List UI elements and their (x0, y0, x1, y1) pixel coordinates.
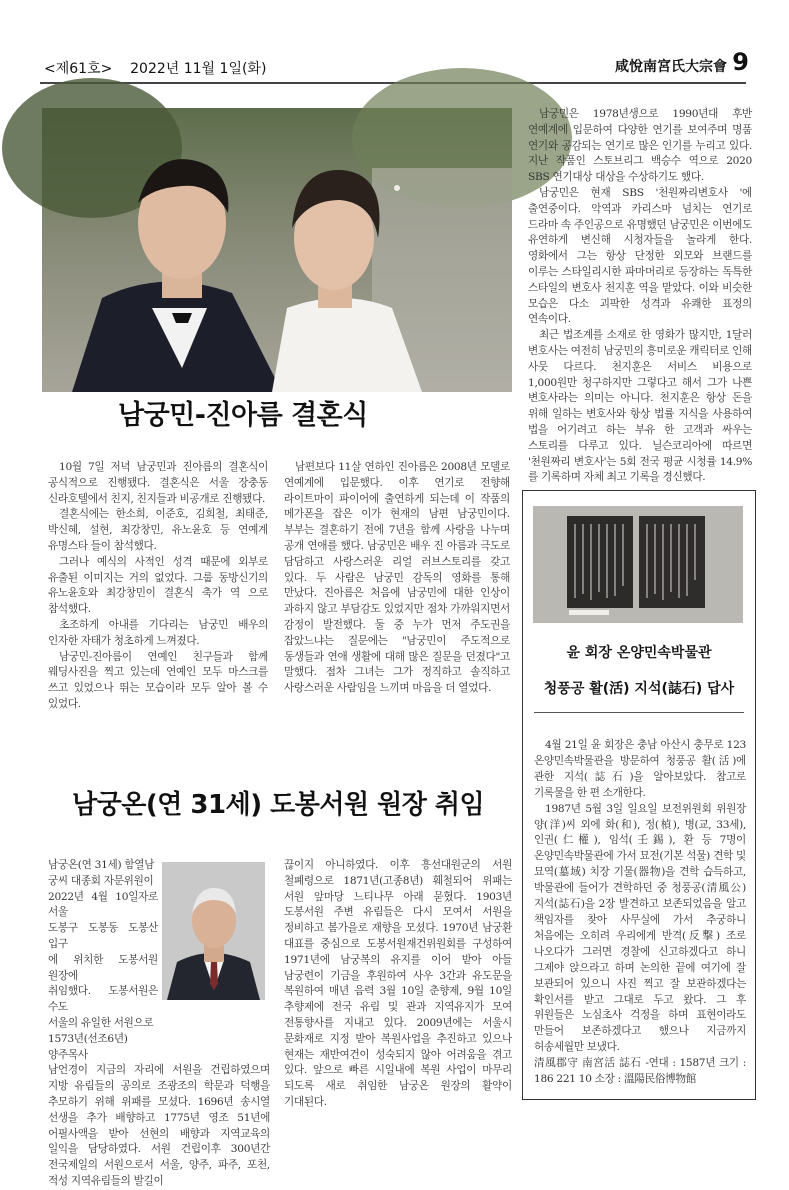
issue-date: 2022년 11월 1일(화) (130, 61, 267, 77)
dobong-article-column-2: 끊이지 아니하였다. 이후 흥선대원군의 서원 철폐령으로 1871년(고종8년) 훼철되어 위패는 서원 앞마당 느티나무 아래 묻혔다. 1903년 도봉서원 주변 유림들은 다시 모여서 서원을 정비하고 봄가을로 재향을 모셨다. 1970년 남궁환 대표를 중심으로 도봉서원재건위원회를 구성하여 1971년에 남궁복의 유지를 이어 받아 아들 남궁련이 기금을 후원하여 사우 3간과 유도문을 복원하여 매년 음력 3월 10일 춘향제, 9월 10일 추향제에 전국 유림 및 관과 지역유지가 모여 전통향사를 지내고 있다. 2009년에는 서울시 문화재로 지정 받아 복원사업을 추진하고 있으나 현재는 재반여건이 성숙되지 않아 어려움을 겪고 있다. 앞으로 빠른 시일내에 복원 사업이 마무리 되도록 새로 취임한 남궁온 원장의 활약이 기대된다. (284, 859, 512, 1108)
headline-dobong-seowon: 남궁온(연 31세) 도봉서원 원장 취임 (72, 790, 485, 820)
epitaph-stone-photo (533, 506, 743, 623)
page-number: 9 (732, 48, 749, 76)
paragraph: 10월 7일 저녁 남궁민과 진아름의 결혼식이 공식적으로 진행됐다. 결혼식은 서울 장충동 신라호텔에서 친지, 친지들과 비공개로 진행됐다. (48, 461, 268, 505)
issue-and-date (44, 58, 266, 78)
masthead: 咸悅南宮氏大宗會 (615, 59, 727, 75)
text-line: 도봉구 도봉동 도봉산 입구 (48, 922, 158, 950)
page-header (0, 0, 789, 86)
paragraph: 남편보다 11살 연하인 진아름은 2008년 모델로 연예계에 입문했다. 이후 연기로 전향해 라이트마이 파이어에 출연하게 되는데 이 작품의 메가폰을 잡은 이가 현재의 남편 남궁민이다. 부부는 결혼하기 전에 7년을 함께 사랑을 나누며 공개 연애를 했다. 남궁민은 배우 진 아름과 극도로 담담하고 사랑스러운 리얼 러브스토리를 갖고 있다. 두 사람은 남궁민 감독의 영화를 통해 만났다. 진아름은 처음에 남궁민에 대한 인상이 과하지 않고 부담감도 있었지만 점차 가까워지면서 감정이 발전했다. 둘 중 누가 먼저 주도권을 잡았느냐는 질문에는 "남궁민이 주도적으로 동생들과 연애 생활에 대해 많은 질문을 던졌다"고 말했다. 점차 그녀는 그가 정직하고 솔직하고 사랑스러운 사람임을 느끼며 마음을 더 열었다. (284, 461, 510, 695)
text-line: 남궁온(연 31세) 함열남 (48, 859, 155, 871)
stone-caption: 清風郡守 南宮活 誌石 -연대 : 1587년 크기 : 186 221 10 소장 : 溫陽民俗博物館 (534, 1057, 746, 1086)
sidebar-title-line-1: 윤 회장 온양민속박물관 (566, 645, 712, 661)
paragraph: 최근 법조계를 소재로 한 영화가 많지만, 1달러 변호사는 여전히 남궁민의 흥미로운 캐릭터로 인해 사뭇 다르다. 천지훈은 서비스 비용으로 1,000원만 청구하지만 그렇다고 해서 그가 나쁜 변호사라는 의미는 아니다. 천지훈은 항상 돈을 위해 일하는 변호사와 항상 법률 지식을 사용하여 법을 어기려고 하는 부유 한 고객과 싸우는 스토리를 다루고 있다. 닐슨코리아에 따르면 '천원짜리 변호사'는 5회 전국 평균 시청률 14.9%를 기록하며 자체 최고 기록을 경신했다. (528, 329, 752, 484)
wedding-article-column-1 (48, 460, 268, 713)
paragraph: 1987년 5월 3일 일요일 보전위원회 위원장 양(洋)씨 외에 화(和), 정(楨), 병(교, 33세), 인권(仁權), 임석(壬錫), 환 등 7명이 온양민속박물관에 가서 묘전(기본 석물) 견학 및 묘역(墓域) 치장 기물(器物)을 견학 습득하고, 박물관에 들어가 견학하던 중 청풍공(清風公) 지석(誌石)을 2장 발견하고 보존되었음을 알고 책임자를 찾아 사무실에 가서 추궁하니 처음에는 오히려 우리에게 반격(反擊) 조로 나오다가 그러면 경찰에 신고하겠다고 하니 그제야 앉으라고 하며 논의한 끝에 여기에 잘 보관되어 있으니 사진 찍고 잘 보관하겠다는 확인서를 받고 그대로 두고 왔다. 그 후 위원들은 노심초사 걱정을 하며 표현이라도 만들어 보존하겠다고 했으나 지금까지 허송세월만 보냈다. (534, 802, 746, 1054)
wedding-article-column-3 (528, 107, 752, 486)
wedding-photo (42, 108, 512, 392)
text-line: 궁씨 대종회 자문위원이 (48, 874, 154, 887)
paragraph: 결혼식에는 한소희, 이준호, 김희철, 최태준, 박신혜, 설현, 최강창민, 유노윤호 등 연예계 유명스타 들이 참석했다. (48, 508, 268, 552)
text-wrap-beside-portrait (48, 858, 158, 1063)
paragraph: 남언경이 지금의 자리에 서원을 건립하였으며 지방 유림들의 공의로 조광조의 학문과 덕행을 추모하기 위해 위패를 모셨다. 1696년 송시열 선생을 추가 배향하고 1775년 영조 51년에 어필사액을 받아 선현의 배향과 지역교육의 일익을 담당하였다. 서원 건립이후 300년간 전국제일의 서원으로서 서울, 양주, 파주, 포천, 적성 지역유림들의 발길이 (48, 1064, 270, 1187)
paragraph: 남궁민은 1978년생으로 1990년대 후반 연예계에 입문하여 다양한 연기를 보여주며 명품 연기와 공감되는 연기로 많은 인기를 누리고 있다. 지난 작품인 스토브리그 백승수 역으로 2020 SBS 연기대상 대상을 수상하기도 했다. (528, 108, 752, 184)
paragraph: 초조하게 아내를 기다리는 남궁민 배우의 인자한 자태가 청초하게 느껴졌다. (48, 618, 268, 647)
sidebar-divider (534, 712, 744, 713)
headline-wedding: 남궁민-진아름 결혼식 (118, 400, 368, 431)
issue-number: <제61호> (44, 61, 113, 77)
paragraph: 남궁민-진아름이 연예인 친구들과 함께 웨딩사진을 찍고 있는데 연예인 모두 마스크를 쓰고 있었으나 뛰는 모습이라 모두 알아 볼 수 있었다. (48, 650, 268, 710)
text-line: 서울의 유일한 서원으로 (48, 1016, 154, 1029)
text-line: 2022년 4월 10일자로 서울 (48, 890, 158, 919)
text-line: 1573년(선조6년) 양주목사 (48, 1032, 128, 1061)
sidebar-title-line-2: 청풍공 활(活) 지석(誌石) 답사 (543, 681, 735, 697)
sidebar-article (534, 738, 746, 1088)
dobong-article-column-1 (48, 858, 270, 1190)
text-line: 취임했다. 도봉서원은 수도 (48, 985, 158, 1014)
paragraph: 4월 21일 윤 회장은 충남 아산시 충무로 123 온양민속박물관을 방문하여 청풍공 활(活)에 관한 지석(誌石)을 알아보았다. 참고로 기록물을 한 편 소개한다. (534, 739, 746, 799)
paragraph: 남궁민은 현재 SBS '천원짜리변호사 '에 출연중이다. 악역과 카리스마 넘치는 연기로 드라마 속 주인공으로 유명했던 남궁민은 이번에도 유연하게 변신해 시청자들을 놀라게 한다. 영화에서 그는 항상 단정한 외모와 브랜드를 이루는 스타일리시한 파마머리로 등장하는 독특한 스타일의 변호사 천지훈 역을 맡았다. 이와 비슷한 모습은 다소 괴팍한 성격과 유쾌한 표정의 연속이다. (528, 186, 752, 326)
text-line: 에 위치한 도봉서원 원장에 (48, 953, 158, 982)
wedding-article-column-2 (284, 460, 510, 697)
paragraph: 그러나 예식의 사적인 성격 때문에 외부로 유출된 이미지는 거의 없었다. 그룹 동방신기의 유노윤호와 최강창민이 결혼식 축가 역 으로 참석했다. (48, 555, 268, 616)
